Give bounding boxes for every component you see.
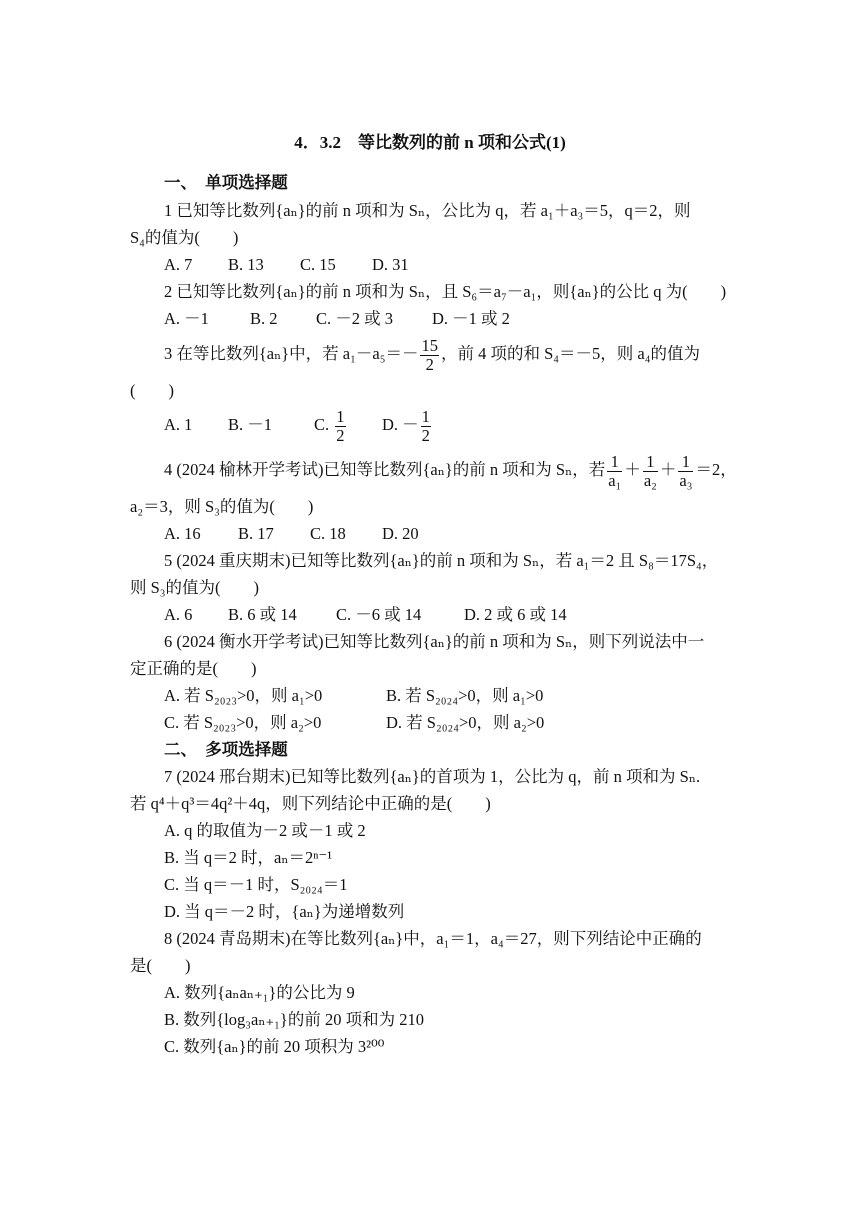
fraction-numerator: 1 xyxy=(643,453,658,472)
option-d xyxy=(382,405,433,445)
option-b: B. 13 xyxy=(228,255,264,274)
option-c: C. －2 或 3 xyxy=(316,309,394,328)
question-5-options xyxy=(164,604,567,626)
question-7-line-1: 7 (2024 邢台期末)已知等比数列{aₙ}的首项为 1，公比为 q，前 n 项和为 Sₙ. xyxy=(164,767,701,786)
question-7-option-d: D. 当 q＝－2 时，{aₙ}为递增数列 xyxy=(164,902,405,921)
question-7-line-2: 若 q⁴＋q³＝4q²＋4q，则下列结论中正确的是( ) xyxy=(130,794,491,813)
fraction-denominator: a₃ xyxy=(679,470,693,490)
option-a: A. 16 xyxy=(164,524,201,543)
question-3-text-pre: 3 在等比数列{aₙ}中，若 a₁－a₅＝－ xyxy=(164,344,419,363)
question-7-option-a: A. q 的取值为－2 或－1 或 2 xyxy=(164,821,366,840)
question-6-options-row-1 xyxy=(164,685,543,707)
fraction-numerator: 1 xyxy=(336,406,345,426)
option-c-label: C. xyxy=(314,415,330,434)
option-c: C. 若 S₂₀₂₃>0，则 a₂>0 xyxy=(164,713,322,732)
option-d: D. 20 xyxy=(382,524,419,543)
option-b: B. 2 xyxy=(250,309,278,328)
fraction-denominator: 2 xyxy=(425,354,434,374)
question-7-option-b: B. 当 q＝2 时，aₙ＝2ⁿ⁻¹ xyxy=(164,848,333,867)
plus-sign: ＋ xyxy=(659,460,677,479)
option-a: A. 6 xyxy=(164,605,193,624)
option-d: D. －1 或 2 xyxy=(432,309,510,328)
option-d: D. 31 xyxy=(372,255,409,274)
question-1-line-2: S₄的值为( ) xyxy=(130,228,239,247)
option-d: D. 2 或 6 或 14 xyxy=(464,605,567,624)
question-3-text-post: ，前 4 项的和 S₄＝－5，则 a₄的值为 xyxy=(440,344,700,363)
question-8-line-1: 8 (2024 青岛期末)在等比数列{aₙ}中，a₁＝1，a₄＝27，则下列结论中正确的 xyxy=(164,929,702,948)
option-a: A. 若 S₂₀₂₃>0，则 a₁>0 xyxy=(164,686,323,705)
fraction-denominator: a₁ xyxy=(608,470,622,490)
question-4-line-1 xyxy=(164,450,737,490)
question-4-text-post: ＝2， xyxy=(695,460,737,479)
page-title: 4．3.2 等比数列的前 n 项和公式(1) xyxy=(294,133,566,152)
question-7-option-c: C. 当 q＝－1 时，S₂₀₂₄＝1 xyxy=(164,875,348,894)
option-c xyxy=(314,405,382,445)
fraction-numerator: 15 xyxy=(421,335,438,355)
fraction-1-over-a1 xyxy=(607,453,622,490)
section-heading-multiple-choice: 二、 多项选择题 xyxy=(164,740,288,759)
option-a: A. 7 xyxy=(164,255,193,274)
question-6-line-2: 定正确的是( ) xyxy=(130,659,257,678)
option-c: C. 18 xyxy=(310,524,346,543)
question-6-options-row-2 xyxy=(164,712,544,734)
question-3-options xyxy=(164,405,433,445)
section-heading-single-choice: 一、 单项选择题 xyxy=(164,173,288,192)
question-6-line-1: 6 (2024 衡水开学考试)已知等比数列{aₙ}的前 n 项和为 Sₙ，则下列说法中一 xyxy=(164,632,705,651)
question-4-line-2: a₂＝3，则 S₃的值为( ) xyxy=(130,497,314,516)
option-c: C. －6 或 14 xyxy=(336,605,422,624)
fraction-denominator: 2 xyxy=(336,425,345,445)
question-8-line-2: 是( ) xyxy=(130,956,191,975)
fraction-1-over-2 xyxy=(421,408,431,445)
option-a: A. －1 xyxy=(164,309,209,328)
option-c: C. 15 xyxy=(300,255,336,274)
question-4-options xyxy=(164,523,419,545)
fraction-15-over-2 xyxy=(420,337,439,374)
question-1-line-1: 1 已知等比数列{aₙ}的前 n 项和为 Sₙ，公比为 q，若 a₁＋a₃＝5，q＝2，则 xyxy=(164,201,691,220)
question-1-options xyxy=(164,254,409,276)
question-5-line-2: 则 S₃的值为( ) xyxy=(130,578,260,597)
fraction-1-over-a2 xyxy=(643,453,658,490)
option-b: B. 若 S₂₀₂₄>0，则 a₁>0 xyxy=(386,686,544,705)
option-b: B. 6 或 14 xyxy=(228,605,297,624)
question-2-line-1: 2 已知等比数列{aₙ}的前 n 项和为 Sₙ，且 S₆＝a₇－a₁，则{aₙ}的公比 q 为( ) xyxy=(164,282,727,301)
fraction-denominator: 2 xyxy=(421,425,430,445)
fraction-1-over-a3 xyxy=(678,453,693,490)
question-8-option-a: A. 数列{aₙaₙ₊₁}的公比为 9 xyxy=(164,983,355,1002)
question-2-options xyxy=(164,308,510,330)
fraction-1-over-2 xyxy=(335,408,345,445)
option-d: D. 若 S₂₀₂₄>0，则 a₂>0 xyxy=(386,713,545,732)
fraction-numerator: 1 xyxy=(607,453,622,472)
option-b: B. 17 xyxy=(238,524,274,543)
plus-sign: ＋ xyxy=(624,460,641,479)
fraction-numerator: 1 xyxy=(678,453,693,472)
fraction-numerator: 1 xyxy=(421,406,430,426)
option-b: B. －1 xyxy=(228,415,273,434)
question-8-option-c: C. 数列{aₙ}的前 20 项积为 3²⁰⁰ xyxy=(164,1037,385,1056)
option-a: A. 1 xyxy=(164,415,193,434)
question-3-line-2: ( ) xyxy=(130,381,174,400)
fraction-denominator: a₂ xyxy=(643,470,657,490)
question-4-text-pre: 4 (2024 榆林开学考试)已知等比数列{aₙ}的前 n 项和为 Sₙ，若 xyxy=(164,460,606,479)
option-d-label: D. － xyxy=(382,415,419,434)
question-3-line-1 xyxy=(164,334,700,374)
question-8-option-b: B. 数列{log₃aₙ₊₁}的前 20 项和为 210 xyxy=(164,1010,424,1029)
question-5-line-1: 5 (2024 重庆期末)已知等比数列{aₙ}的前 n 项和为 Sₙ，若 a₁＝2 且 S₈＝17S₄， xyxy=(164,551,719,570)
